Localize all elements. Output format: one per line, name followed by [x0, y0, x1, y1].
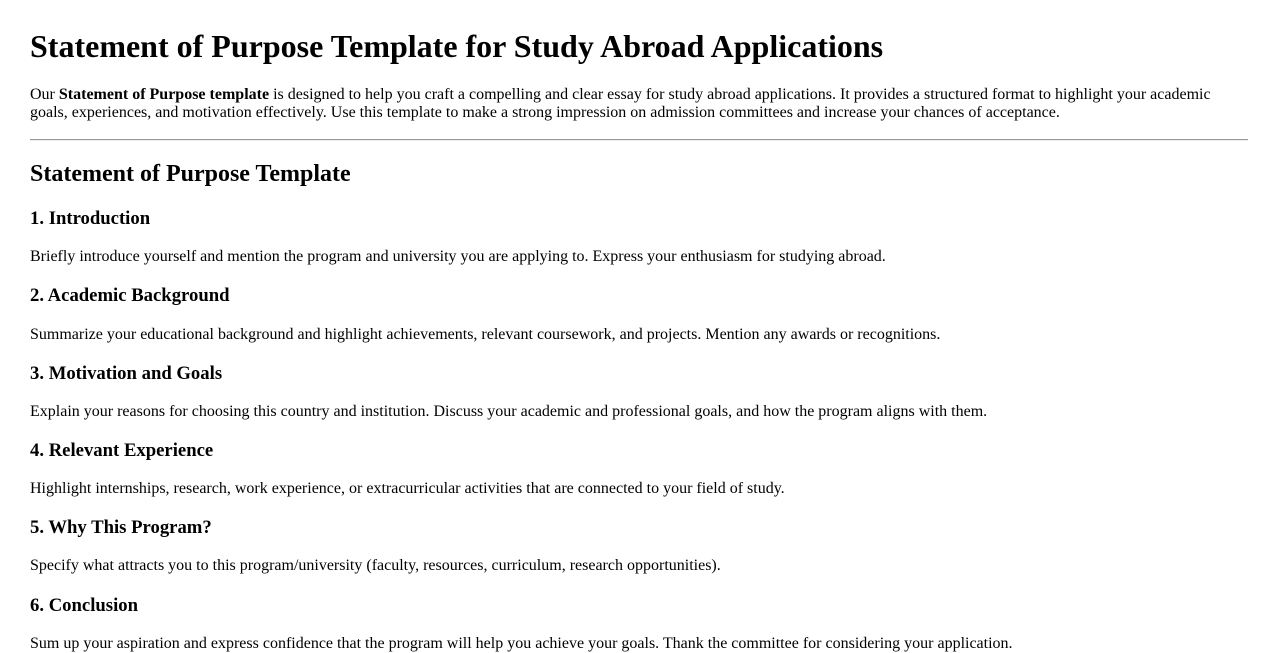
section-heading-motivation-and-goals: 3. Motivation and Goals — [30, 363, 1248, 385]
intro-paragraph — [30, 86, 1248, 123]
section-heading-academic-background: 2. Academic Background — [30, 285, 1248, 307]
intro-bold-phrase: Statement of Purpose template — [59, 86, 269, 103]
horizontal-divider — [30, 139, 1248, 141]
section-heading-conclusion: 6. Conclusion — [30, 595, 1248, 617]
section-body-why-this-program: Specify what attracts you to this program/university (faculty, resources, curriculum, research opportunities). — [30, 557, 1248, 575]
section-motivation-and-goals — [30, 363, 1248, 422]
section-body-academic-background: Summarize your educational background and highlight achievements, relevant coursework, and projects. Mention any awards or recognitions. — [30, 326, 1248, 344]
section-body-motivation-and-goals: Explain your reasons for choosing this country and institution. Discuss your academic and professional goals, and how the program aligns with them. — [30, 403, 1248, 421]
section-academic-background — [30, 285, 1248, 344]
section-body-relevant-experience: Highlight internships, research, work experience, or extracurricular activities that are connected to your field of study. — [30, 480, 1248, 498]
section-body-introduction: Briefly introduce yourself and mention the program and university you are applying to. Express your enthusiasm for studying abroad. — [30, 248, 1248, 266]
section-heading-introduction: 1. Introduction — [30, 208, 1248, 230]
section-relevant-experience — [30, 440, 1248, 499]
template-section-heading: Statement of Purpose Template — [30, 161, 1248, 189]
section-why-this-program — [30, 517, 1248, 576]
intro-text-rest: is designed to help you craft a compelling and clear essay for study abroad applications. It provides a structured format to highlight your academic goals, experiences, and motivation effectively. Use this template to make a strong impression on admission committees and increase your chances of acceptance. — [30, 86, 1211, 121]
section-heading-why-this-program: 5. Why This Program? — [30, 517, 1248, 539]
section-conclusion — [30, 595, 1248, 653]
page-title: Statement of Purpose Template for Study Abroad Applications — [30, 28, 1248, 65]
section-body-conclusion: Sum up your aspiration and express confidence that the program will help you achieve your goals. Thank the committee for considering your application. — [30, 635, 1248, 653]
section-heading-relevant-experience: 4. Relevant Experience — [30, 440, 1248, 462]
intro-text-prefix: Our — [30, 86, 59, 103]
section-introduction — [30, 208, 1248, 267]
